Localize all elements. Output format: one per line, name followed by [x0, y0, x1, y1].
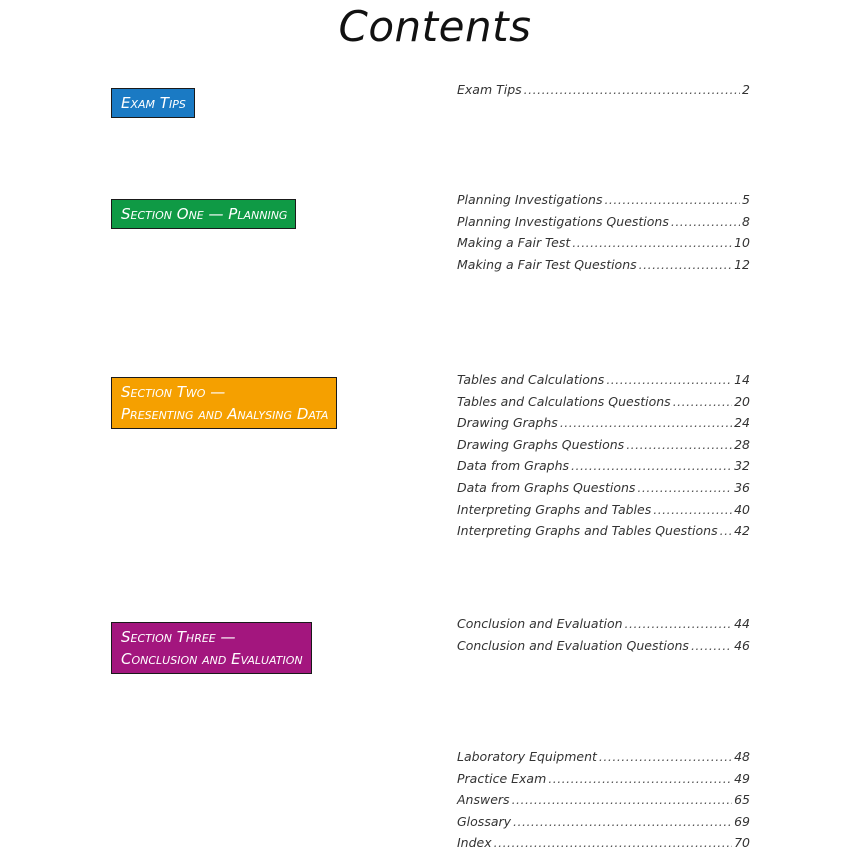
- section-badge-presenting[interactable]: [111, 377, 337, 429]
- toc-entry-page: 42: [734, 523, 750, 539]
- toc-leader-dots: [560, 415, 732, 430]
- toc-entry[interactable]: [457, 749, 750, 771]
- toc-entry[interactable]: [457, 480, 750, 502]
- toc-entry[interactable]: [457, 82, 750, 104]
- toc-leader-dots: [626, 437, 732, 452]
- toc-entry-title: Making a Fair Test Questions: [457, 256, 637, 272]
- toc-leader-dots: [494, 835, 732, 850]
- toc-entry-title: Index: [457, 835, 492, 851]
- toc-entry-title: Conclusion and Evaluation Questions: [457, 637, 689, 653]
- toc-entry-page: 8: [742, 213, 750, 229]
- toc-entry-page: 32: [734, 458, 750, 474]
- toc-entry[interactable]: [457, 616, 750, 638]
- toc-entry-page: 2: [742, 82, 750, 97]
- toc-entry[interactable]: [457, 814, 750, 836]
- toc-group-presenting: [457, 372, 750, 545]
- toc-leader-dots: [571, 458, 732, 473]
- toc-entry-page: 24: [734, 415, 750, 431]
- toc-entry-title: Tables and Calculations: [457, 372, 605, 387]
- toc-entry[interactable]: [457, 792, 750, 814]
- toc-entry-page: 70: [734, 835, 750, 851]
- toc-entry-title: Tables and Calculations Questions: [457, 393, 671, 409]
- toc-entry-page: 48: [734, 749, 750, 764]
- section-label-line-2: Presenting and Analysing Data: [121, 405, 329, 423]
- page-title: Contents: [338, 2, 532, 51]
- section-badge-planning[interactable]: [111, 199, 296, 229]
- toc-entry-title: Planning Investigations Questions: [457, 213, 669, 229]
- toc-entry-title: Answers: [457, 792, 510, 808]
- toc-entry-title: Conclusion and Evaluation: [457, 616, 623, 631]
- toc-entry-title: Making a Fair Test: [457, 235, 571, 251]
- toc-leader-dots: [720, 523, 732, 538]
- toc-entry-page: 36: [734, 479, 750, 495]
- toc-leader-dots: [524, 82, 740, 97]
- toc-entry[interactable]: [457, 835, 750, 857]
- toc-entry[interactable]: [457, 372, 750, 394]
- toc-leader-dots: [625, 616, 733, 631]
- toc-leader-dots: [637, 480, 732, 495]
- toc-group-back-matter: [457, 749, 750, 857]
- toc-entry-page: 44: [734, 616, 750, 631]
- section-badge-exam-tips[interactable]: [111, 88, 195, 118]
- section-label: Section One — Planning: [121, 205, 288, 223]
- toc-entry-page: 20: [734, 393, 750, 409]
- toc-entry-title: Drawing Graphs: [457, 415, 558, 431]
- toc-entry[interactable]: [457, 458, 750, 480]
- toc-entry-title: Data from Graphs Questions: [457, 479, 636, 495]
- toc-group-planning: [457, 192, 750, 278]
- toc-leader-dots: [639, 257, 732, 272]
- toc-leader-dots: [653, 502, 732, 517]
- toc-leader-dots: [572, 235, 732, 250]
- toc-entry[interactable]: [457, 437, 750, 459]
- toc-entry-page: 65: [734, 792, 750, 808]
- toc-entry-page: 14: [734, 372, 750, 387]
- toc-leader-dots: [604, 192, 740, 207]
- toc-entry-page: 49: [734, 770, 750, 786]
- toc-leader-dots: [599, 749, 732, 764]
- toc-entry-title: Interpreting Graphs and Tables: [457, 501, 652, 517]
- toc-entry[interactable]: [457, 214, 750, 236]
- section-label-line-1: Section Three —: [121, 628, 236, 646]
- toc-leader-dots: [691, 638, 732, 653]
- toc-entry[interactable]: [457, 394, 750, 416]
- toc-entry-title: Laboratory Equipment: [457, 749, 597, 764]
- toc-entry-page: 69: [734, 813, 750, 829]
- toc-entry[interactable]: [457, 523, 750, 545]
- toc-leader-dots: [548, 771, 732, 786]
- toc-entry[interactable]: [457, 502, 750, 524]
- toc-entry-page: 40: [734, 501, 750, 517]
- toc-leader-dots: [512, 792, 733, 807]
- toc-entry-page: 46: [734, 637, 750, 653]
- toc-leader-dots: [673, 394, 732, 409]
- toc-entry-page: 10: [734, 235, 750, 251]
- toc-entry[interactable]: [457, 235, 750, 257]
- toc-entry-page: 12: [734, 256, 750, 272]
- section-label: Exam Tips: [121, 94, 186, 112]
- toc-entry-page: 5: [742, 192, 750, 207]
- toc-entry[interactable]: [457, 771, 750, 793]
- toc-entry-title: Exam Tips: [457, 82, 522, 97]
- toc-entry-title: Drawing Graphs Questions: [457, 436, 625, 452]
- toc-entry-title: Data from Graphs: [457, 458, 570, 474]
- toc-entry[interactable]: [457, 257, 750, 279]
- toc-entry[interactable]: [457, 415, 750, 437]
- toc-group-conclusion: [457, 616, 750, 659]
- toc-entry-title: Interpreting Graphs and Tables Questions: [457, 523, 718, 539]
- toc-entry-title: Planning Investigations: [457, 192, 603, 207]
- toc-entry-page: 28: [734, 436, 750, 452]
- section-badge-conclusion[interactable]: [111, 622, 312, 674]
- toc-entry-title: Glossary: [457, 813, 512, 829]
- section-label-line-2: Conclusion and Evaluation: [121, 650, 303, 668]
- toc-entry[interactable]: [457, 638, 750, 660]
- toc-entry[interactable]: [457, 192, 750, 214]
- toc-leader-dots: [513, 814, 732, 829]
- toc-group-exam-tips: [457, 82, 750, 104]
- toc-leader-dots: [606, 372, 732, 387]
- toc-leader-dots: [671, 214, 740, 229]
- toc-entry-title: Practice Exam: [457, 770, 547, 786]
- section-label-line-1: Section Two —: [121, 383, 226, 401]
